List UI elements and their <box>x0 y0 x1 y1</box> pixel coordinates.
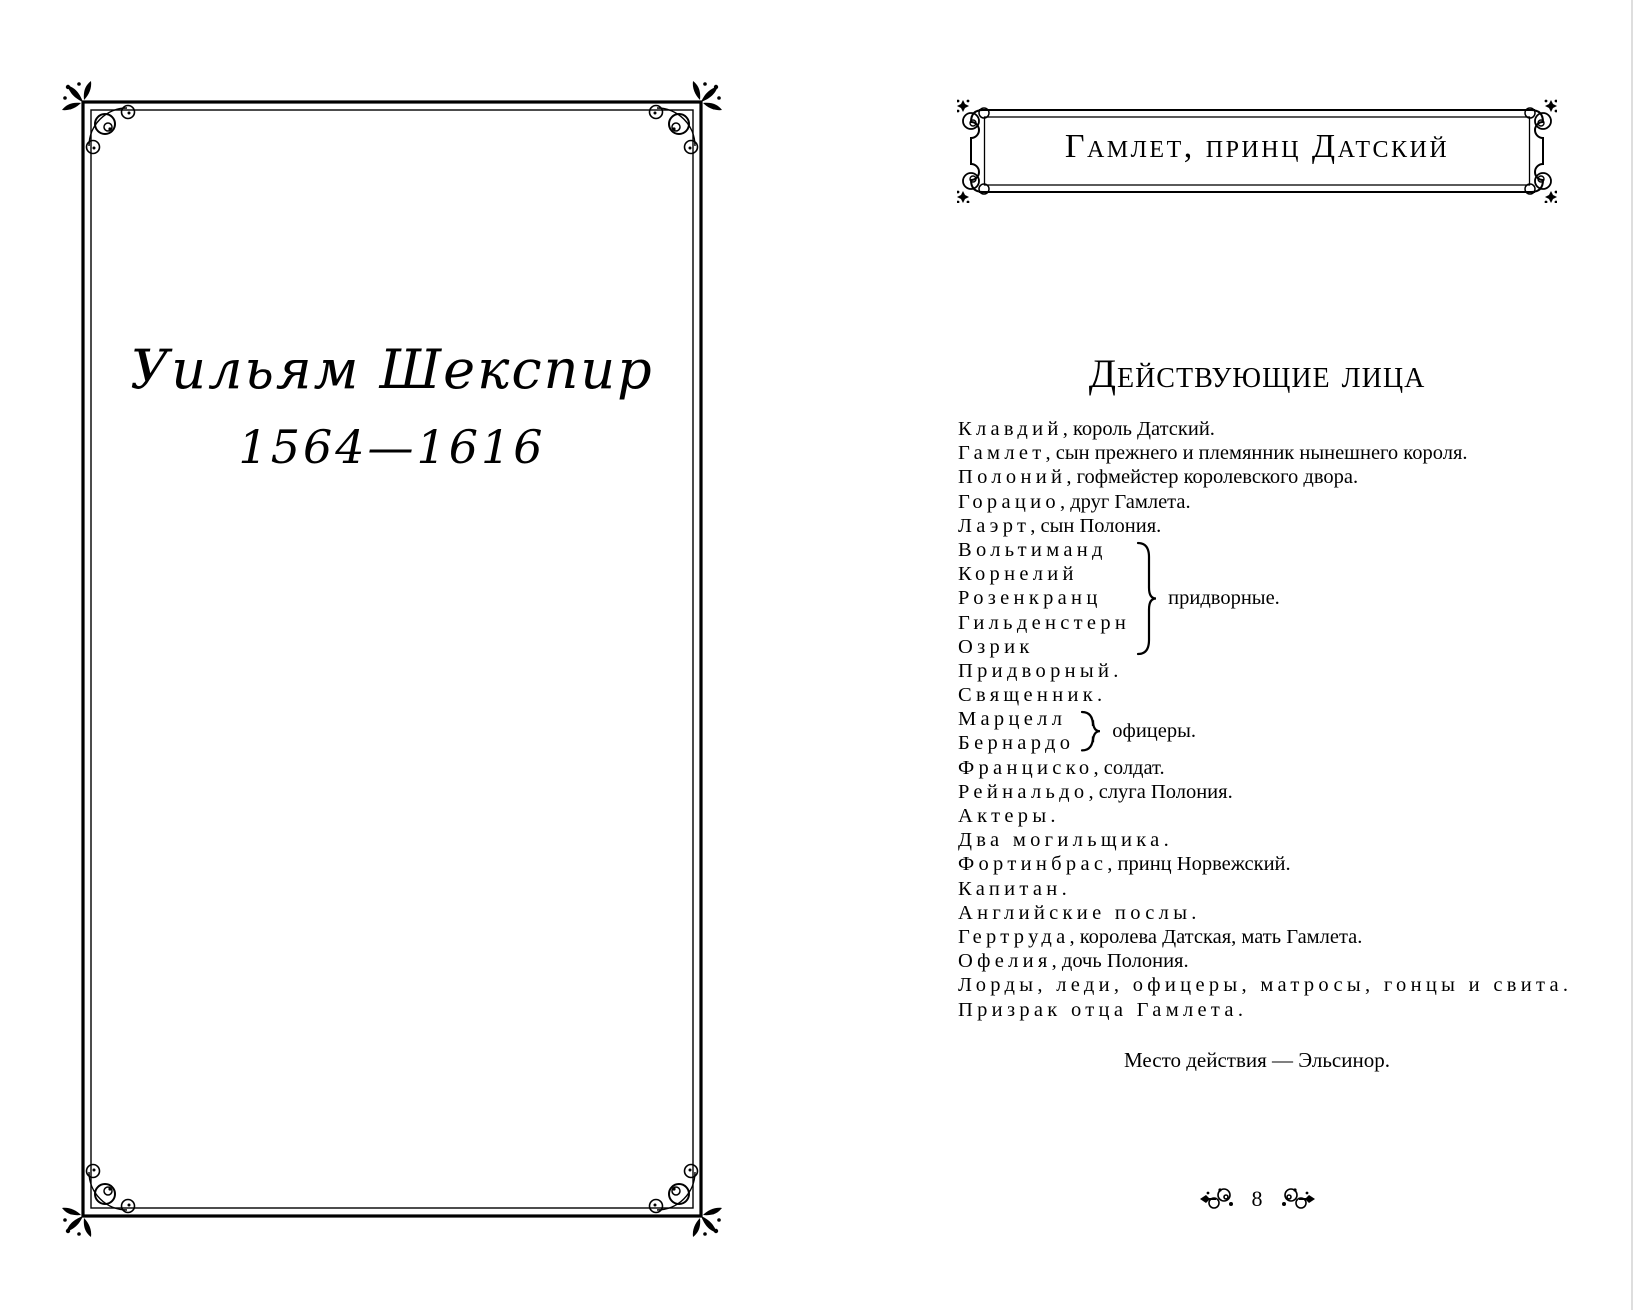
cast-entry <box>958 683 1572 707</box>
frame-outer-border <box>83 102 701 1216</box>
cast-desc: , солдат. <box>1093 756 1165 779</box>
cast-entry <box>958 877 1572 901</box>
cast-name: Лаэрт <box>958 514 1031 537</box>
author-name: Уильям Шекспир <box>130 338 654 401</box>
cast-name: Призрак отца Гамлета. <box>958 998 1248 1021</box>
cast-desc: , королева Датская, мать Гамлета. <box>1069 925 1363 948</box>
cast-group <box>958 538 1572 659</box>
frame-inner-border <box>91 110 693 1208</box>
cast-desc: , гофмейстер королевского двора. <box>1066 466 1359 489</box>
cast-name: Розенкранц <box>958 587 1102 610</box>
page-number: 8 <box>1251 1186 1263 1211</box>
cast-entry <box>958 925 1572 949</box>
cast-entry <box>958 828 1572 852</box>
cast-group-names <box>958 538 1130 659</box>
cast-entry <box>958 441 1572 465</box>
page-footer <box>940 1186 1574 1212</box>
corner-ornament-icon <box>650 1165 723 1238</box>
cast-name: Корнелий <box>958 563 1078 586</box>
cast-entry <box>958 973 1572 997</box>
cast-desc: , сын Полония. <box>1030 514 1162 537</box>
cast-entry <box>958 780 1572 804</box>
cast-name: Лорды, леди, офицеры, матросы, гонцы и свита. <box>958 974 1573 997</box>
cast-name: Франциско <box>958 756 1094 779</box>
cast-desc: , друг Гамлета. <box>1059 490 1191 513</box>
group-label: придворные. <box>1168 586 1280 609</box>
cast-group-names <box>958 707 1074 755</box>
cast-entry <box>958 998 1572 1022</box>
cast-name: Капитан. <box>958 877 1072 900</box>
cast-entry <box>958 756 1572 780</box>
cast-name: Гамлет <box>958 442 1046 465</box>
author-years: 1564—1616 <box>238 420 546 474</box>
cast-entry <box>958 901 1572 925</box>
scene-note: Место действия — Эльсинор. <box>1124 1048 1390 1072</box>
cast-entry <box>958 490 1572 514</box>
cast-name: Клавдий <box>958 418 1063 440</box>
cast-heading: Действующие лица <box>1088 351 1426 396</box>
cast-name: Бернардо <box>958 732 1075 755</box>
cast-name: Озрик <box>958 635 1034 658</box>
cast-entry <box>958 417 1572 441</box>
banner-title: Гамлет, принц Датский <box>1064 128 1450 165</box>
left-page-frame <box>58 78 726 1241</box>
cast-name: Вольтиманд <box>958 538 1107 561</box>
cast-name: Марцелл <box>958 708 1067 731</box>
cast-entry <box>958 852 1572 876</box>
cast-desc: , сын прежнего и племянник нынешнего короля. <box>1045 442 1468 465</box>
cast-name: Два могильщика. <box>958 829 1174 852</box>
cast-name: Священник. <box>958 684 1107 707</box>
footer-ornament-right-icon <box>1277 1187 1315 1211</box>
cast-name: Английские послы. <box>958 901 1201 924</box>
cast-name: Актеры. <box>958 805 1060 827</box>
cast-name: Офелия <box>958 950 1052 973</box>
cast-name: Гильденстерн <box>958 611 1131 634</box>
cast-desc: , дочь Полония. <box>1051 950 1189 973</box>
cast-entry <box>958 465 1572 489</box>
cast-desc: , король Датский. <box>1062 418 1215 440</box>
corner-ornament-icon <box>650 81 723 154</box>
cast-name: Придворный. <box>958 659 1123 682</box>
cast-entry <box>958 659 1572 683</box>
corner-ornament-icon <box>62 1165 135 1238</box>
cast-entry <box>958 949 1572 973</box>
cast-name: Рейнальдо <box>958 780 1089 803</box>
cast-desc: , принц Норвежский. <box>1107 853 1291 876</box>
cast-name: Горацио <box>958 490 1060 513</box>
cast-name: Полоний <box>958 466 1067 489</box>
cast-name: Фортинбрас <box>958 853 1108 876</box>
group-brace-icon <box>1136 541 1160 656</box>
cast-group <box>958 707 1572 755</box>
cast-list <box>958 417 1572 1022</box>
cast-desc: , слуга Полония. <box>1088 780 1233 803</box>
group-brace-icon <box>1080 710 1104 752</box>
cast-name: Гертруда <box>958 925 1070 948</box>
cast-entry <box>958 804 1572 828</box>
corner-ornament-icon <box>62 81 135 154</box>
group-label: офицеры. <box>1112 719 1197 742</box>
cast-entry <box>958 514 1572 538</box>
footer-ornament-left-icon <box>1200 1187 1238 1211</box>
